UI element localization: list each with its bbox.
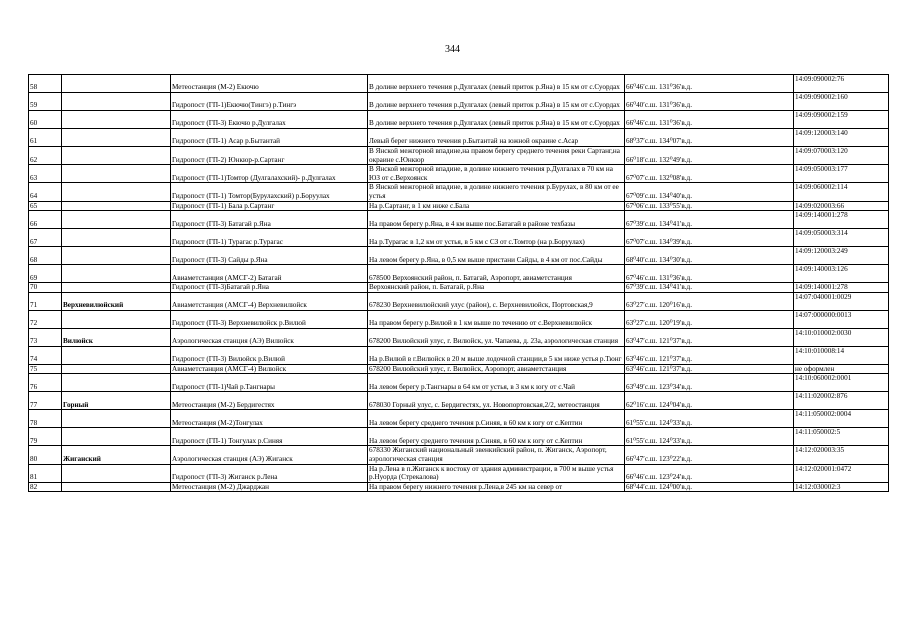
table-row [29,364,889,374]
cadastral-number-cell: 14:09:140003:126 [794,265,889,283]
table-row [29,482,889,492]
coordinates-cell: 63⁰46′с.ш. 121⁰37′в.д. [625,346,794,364]
cadastral-number-cell: 14:09:090002:160 [794,93,889,111]
coordinates-cell: 62⁰16′с.ш. 124⁰04′в.д. [625,392,794,410]
coordinates-cell: 61⁰55′с.ш. 124⁰33′в.д. [625,428,794,446]
cadastral-number-cell: 14:09:140001:278 [794,211,889,229]
table-row [29,265,889,283]
location-cell: В долине верхнего течения р.Дулгалах (левый приток р.Яна) в 15 км от с.Суордах [368,93,625,111]
row-number: 61 [29,129,62,147]
row-number: 76 [29,374,62,392]
cadastral-number-cell: 14:09:050003:314 [794,229,889,247]
district-cell [62,464,171,482]
coordinates-cell: 66⁰18′с.ш. 132⁰49′в.д. [625,147,794,165]
cadastral-number-cell: 14:10:010008:14 [794,346,889,364]
coordinates-cell: 68⁰44′с.ш. 124⁰00′в.д. [625,482,794,492]
table-row [29,292,889,310]
station-name-cell: Гидропост (ГП-1) Тонгулах р.Синяя [171,428,368,446]
coordinates-cell: 67⁰07′с.ш. 132⁰08′в.д. [625,165,794,183]
cadastral-number-cell: 14:09:120003:249 [794,247,889,265]
table-row [29,446,889,464]
location-cell: Левый берег нижнего течения р.Бытантай на южной окраине с.Асар [368,129,625,147]
row-number: 69 [29,265,62,283]
coordinates-cell: 68⁰37′с.ш. 134⁰07′в.д. [625,129,794,147]
district-cell: Жиганский [62,446,171,464]
location-cell: В Янской межгорной впадине, в долине нижнего течения р.Дулгалах в 70 км на ЮЗ от с.Верхоянск [368,165,625,183]
row-number: 68 [29,247,62,265]
district-cell [62,482,171,492]
district-cell [62,374,171,392]
row-number: 70 [29,283,62,293]
station-name-cell: Гидропост (ГП-3)Батагай р.Яна [171,283,368,293]
row-number: 77 [29,392,62,410]
district-cell [62,229,171,247]
cadastral-number-cell: 14:10:060002:0001 [794,374,889,392]
station-name-cell: Гидропост (ГП-3) Вилюйск р.Вилюй [171,346,368,364]
district-cell [62,428,171,446]
stations-table-body [29,75,889,492]
table-row [29,111,889,129]
cadastral-number-cell: 14:07:000000:0013 [794,310,889,328]
station-name-cell: Гидропост (ГП-2) Юнкюр-р.Сартанг [171,147,368,165]
coordinates-cell: 67⁰07′с.ш. 134⁰39′в.д. [625,229,794,247]
stations-table [28,74,889,492]
station-name-cell: Гидропост (ГП-3) Верхневилюйск р.Вилюй [171,310,368,328]
table-row [29,328,889,346]
location-cell: На левом берегу среднего течения р.Синяя, в 60 км к югу от с.Кептин [368,428,625,446]
district-cell [62,410,171,428]
coordinates-cell: 68⁰40′с.ш. 134⁰30′в.д. [625,247,794,265]
row-number: 81 [29,464,62,482]
row-number: 82 [29,482,62,492]
row-number: 66 [29,211,62,229]
coordinates-cell: 67⁰46′с.ш. 131⁰36′в.д. [625,265,794,283]
coordinates-cell: 66⁰46′с.ш. 123⁰24′в.д. [625,464,794,482]
row-number: 79 [29,428,62,446]
row-number: 59 [29,93,62,111]
station-name-cell: Гидропост (ГП-1) Асар р.Бытантай [171,129,368,147]
coordinates-cell: 63⁰27′с.ш. 120⁰19′в.д. [625,310,794,328]
coordinates-cell: 66⁰46′с.ш. 131⁰36′в.д. [625,75,794,93]
station-name-cell: Авиаметстанция (АМСГ-4) Вилюйск [171,364,368,374]
district-cell: Вилюйск [62,328,171,346]
cadastral-number-cell: 14:09:060002:114 [794,183,889,201]
cadastral-number-cell: 14:09:120003:140 [794,129,889,147]
row-number: 62 [29,147,62,165]
station-name-cell: Гидропост (ГП-3) Жиганск р.Лена [171,464,368,482]
district-cell: Горный [62,392,171,410]
district-cell [62,310,171,328]
location-cell: На левом берегу р.Яна, в 0,5 км выше пристани Сайды, в 4 км от пос.Сайды [368,247,625,265]
station-name-cell: Гидропост (ГП-1) Томтор(Бурулахский) р.Боруулах [171,183,368,201]
station-name-cell: Гидропост (ГП-1) Бала р.Сартанг [171,201,368,211]
district-cell [62,75,171,93]
location-cell: На р.Сартанг, в 1 км ниже с.Бала [368,201,625,211]
location-cell: В Янской межгорной впадине, в долине нижнего течения р.Бурулах, в 80 км от ее устья [368,183,625,201]
cadastral-number-cell: 14:11:050002:5 [794,428,889,446]
table-row [29,165,889,183]
location-cell: На правом берегу нижнего течения р.Лена,в 245 км на север от [368,482,625,492]
coordinates-cell: 67⁰06′с.ш. 133⁰55′в.д. [625,201,794,211]
district-cell [62,201,171,211]
coordinates-cell: 63⁰46′с.ш. 121⁰37′в.д. [625,364,794,374]
table-row [29,183,889,201]
row-number: 71 [29,292,62,310]
location-cell: На р.Лена в п.Жиганск к востоку от здания администрации, в 700 м выше устья р.Нуорда (Стрекалова) [368,464,625,482]
row-number: 65 [29,201,62,211]
district-cell [62,165,171,183]
table-row [29,147,889,165]
table-row [29,283,889,293]
cadastral-number-cell: 14:09:140001:278 [794,283,889,293]
location-cell: На правом берегу р.Яна, в 4 км выше пос.Батагай в районе техбазы [368,211,625,229]
cadastral-number-cell: 14:09:050003:177 [794,165,889,183]
station-name-cell: Аэрологическая станция (АЭ) Жиганск [171,446,368,464]
location-cell: На правом берегу р.Вилюй в 1 км выше по течению от с.Верхневилюйск [368,310,625,328]
station-name-cell: Аэрологическая станция (АЭ) Вилюйск [171,328,368,346]
station-name-cell: Авиаметстанция (АМСГ-4) Верхневилюйск [171,292,368,310]
coordinates-cell: 63⁰49′с.ш. 123⁰34′в.д. [625,374,794,392]
coordinates-cell: 63⁰27′с.ш. 120⁰16′в.д. [625,292,794,310]
district-cell [62,183,171,201]
location-cell: 678230 Верхневилюйский улус (район), с. Верхневилюйск, Портовская,9 [368,292,625,310]
station-name-cell: Гидропост (ГП-1)Екючю(Тингэ) р.Тингэ [171,93,368,111]
station-name-cell: Метеостанция (М-2)Тонгулах [171,410,368,428]
coordinates-cell: 67⁰39′с.ш. 134⁰41′в.д. [625,211,794,229]
station-name-cell: Гидропост (ГП-1) Турагас р.Турагас [171,229,368,247]
table-row [29,310,889,328]
location-cell: 678200 Вилюйский улус, г. Вилюйск, ул. Чапаева, д. 23а, аэрологическая станция [368,328,625,346]
row-number: 75 [29,364,62,374]
district-cell [62,211,171,229]
table-row [29,247,889,265]
location-cell: На левом берегу р.Тангнары в 64 км от устья, в 3 км к югу от с.Чай [368,374,625,392]
page-number: 344 [445,44,460,55]
cadastral-number-cell: 14:09:070003:120 [794,147,889,165]
district-cell [62,147,171,165]
table-row [29,211,889,229]
table-row [29,229,889,247]
coordinates-cell: 67⁰39′с.ш. 134⁰41′в.д. [625,283,794,293]
station-name-cell: Гидропост (ГП-3) Екючю р.Дулгалах [171,111,368,129]
row-number: 72 [29,310,62,328]
location-cell: 678500 Верхоянский район, п. Батагай, Аэропорт, авиаметстанция [368,265,625,283]
table-row [29,392,889,410]
row-number: 67 [29,229,62,247]
cadastral-number-cell: 14:09:090002:159 [794,111,889,129]
location-cell: На р.Вилюй в г.Вилюйск в 20 м выше лодочной станции,в 5 км ниже устья р.Тюнг [368,346,625,364]
cadastral-number-cell: 14:12:020003:35 [794,446,889,464]
location-cell: В Янской межгорной впадине,на правом берегу среднего течения реки Сартанг,на окраине с.Юнкюр [368,147,625,165]
cadastral-number-cell: не оформлен [794,364,889,374]
table-row [29,93,889,111]
table-row [29,129,889,147]
coordinates-cell: 66⁰47′с.ш. 123⁰22′в.д. [625,446,794,464]
coordinates-cell: 63⁰47′с.ш. 121⁰37′в.д. [625,328,794,346]
cadastral-number-cell: 14:10:010002:0030 [794,328,889,346]
station-name-cell: Гидропост (ГП-1)Чай р.Тангнары [171,374,368,392]
table-row [29,201,889,211]
coordinates-cell: 66⁰40′с.ш. 131⁰36′в.д. [625,93,794,111]
district-cell [62,265,171,283]
cadastral-number-cell: 14:07:040001:0029 [794,292,889,310]
station-name-cell: Авиаметстанция (АМСГ-2) Батагай [171,265,368,283]
row-number: 64 [29,183,62,201]
station-name-cell: Метеостанция (М-2) Бердигестях [171,392,368,410]
cadastral-number-cell: 14:09:090002:76 [794,75,889,93]
row-number: 58 [29,75,62,93]
table-row [29,464,889,482]
table-row [29,428,889,446]
station-name-cell: Гидропост (ГП-3) Батагай р.Яна [171,211,368,229]
row-number: 60 [29,111,62,129]
cadastral-number-cell: 14:12:030002:3 [794,482,889,492]
location-cell: Верхоянский район, п. Батагай, р.Яна [368,283,625,293]
district-cell [62,346,171,364]
location-cell: 678030 Горный улус, с. Бердигестях, ул. Новопортовская,2/2, метеостанция [368,392,625,410]
location-cell: В долине верхнего течения р.Дулгалах (левый приток р.Яна) в 15 км от с.Суордах [368,111,625,129]
district-cell: Верхневилюйский [62,292,171,310]
row-number: 63 [29,165,62,183]
table-row [29,346,889,364]
district-cell [62,129,171,147]
location-cell: 678330 Жиганский национальный эвенкийский район, п. Жиганск, Аэропорт, аэрологическая станция [368,446,625,464]
cadastral-number-cell: 14:09:020003:66 [794,201,889,211]
district-cell [62,364,171,374]
station-name-cell: Гидропост (ГП-3) Сайды р.Яна [171,247,368,265]
station-name-cell: Гидропост (ГП-1)Томтор (Дулгалахский)- р.Дулгалах [171,165,368,183]
table-row [29,374,889,392]
location-cell: 678200 Вилюйский улус, г. Вилюйск, Аэропорт, авиаметстанция [368,364,625,374]
table-row [29,410,889,428]
district-cell [62,111,171,129]
district-cell [62,93,171,111]
row-number: 80 [29,446,62,464]
cadastral-number-cell: 14:11:020002:876 [794,392,889,410]
coordinates-cell: 66⁰46′с.ш. 131⁰36′в.д. [625,111,794,129]
location-cell: На р.Турагас в 1,2 км от устья, в 5 км с СЗ от с.Томтор (на р.Боруулах) [368,229,625,247]
row-number: 78 [29,410,62,428]
table-row [29,75,889,93]
station-name-cell: Метеостанция (М-2) Екючю [171,75,368,93]
cadastral-number-cell: 14:11:050002:0004 [794,410,889,428]
coordinates-cell: 67⁰09′с.ш. 134⁰40′в.д. [625,183,794,201]
station-name-cell: Метеостанция (М-2) Джарджан [171,482,368,492]
location-cell: На левом берегу среднего течения р.Синяя, в 60 км к югу от с.Кептин [368,410,625,428]
coordinates-cell: 61⁰55′с.ш. 124⁰33′в.д. [625,410,794,428]
row-number: 74 [29,346,62,364]
location-cell: В долине верхнего течения р.Дулгалах (левый приток р.Яна) в 15 км от с.Суордах [368,75,625,93]
cadastral-number-cell: 14:12:020001:0472 [794,464,889,482]
row-number: 73 [29,328,62,346]
district-cell [62,247,171,265]
district-cell [62,283,171,293]
